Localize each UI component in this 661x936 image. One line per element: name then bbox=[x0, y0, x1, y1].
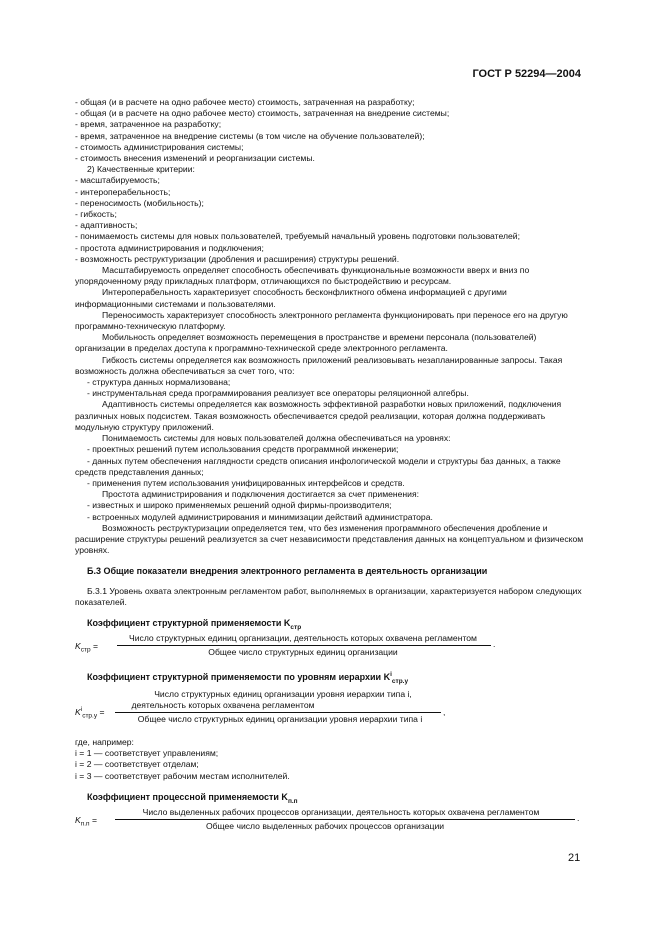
formula-structural: $K_{стр}$ = Число структурных единиц организации, деятельность которых охвачена регламентом Общее число структурных единиц организации . bbox=[75, 632, 496, 657]
paragraph: Мобильность определяет возможность перемещения в пространстве и времени персонала (пользователей) организации в пределах доступа к программно-технической среде электронного регламента. bbox=[75, 332, 537, 354]
list-item: - известных и широко применяемых решений одной фирмы-производителя; bbox=[87, 500, 392, 511]
fraction-line bbox=[117, 645, 491, 646]
where-text: i = 1 — соответствует управлениям; bbox=[75, 748, 219, 759]
formula-lhs: $K_{стр}$ = bbox=[75, 640, 98, 654]
formula-denominator: Общее число структурных единиц организации уровня иерархии типа i bbox=[137, 713, 423, 724]
list-item: - проектных решений путем использования средств программной инженерии; bbox=[87, 444, 399, 455]
list-item: - общая (и в расчете на одно рабочее место) стоимость, затраченная на разработку; bbox=[75, 97, 415, 107]
page-number: 21 bbox=[568, 852, 581, 864]
formula-denominator: Общее число структурных единиц организации bbox=[208, 646, 398, 657]
list-item: - масштабируемость; bbox=[75, 175, 160, 186]
list-item: - стоимость внесения изменений и реорганизации системы. bbox=[75, 153, 315, 164]
paragraph: Б.3.1 Уровень охвата электронным регламентом работ, выполняемых в организации, характеризуется набором следующих показателей. bbox=[75, 585, 582, 607]
list-item: - простота администрирования и подключения; bbox=[75, 242, 264, 253]
list-item: - стоимость администрирования системы; bbox=[75, 141, 244, 152]
fraction-line bbox=[115, 819, 575, 820]
paragraph: Понимаемость системы для новых пользователей должна обеспечиваться на уровнях: bbox=[102, 433, 451, 444]
list-item: - возможность реструктуризации (дробления и расширения) структуры решений. bbox=[75, 253, 400, 264]
formula-hierarchy: $K^i_{стр.у}$ = Число структурных единиц организации уровня иерархии типа i, деятельность которых охвачена регламентом Общее число структурных единиц организации уровня иерархии типа i , bbox=[75, 688, 446, 724]
list-item: - интероперабельность; bbox=[75, 186, 171, 197]
list-item: - применения путем использования унифицированных интерфейсов и средств. bbox=[87, 477, 405, 488]
formula-lhs: $K^i_{стр.у}$ = bbox=[75, 705, 105, 720]
list-item: - инструментальная среда программирования реализует все операторы реляционной алгебры. bbox=[87, 388, 469, 399]
document-header: ГОСТ Р 52294—2004 bbox=[472, 68, 581, 80]
formula-lhs: $K_{п.п}$ = bbox=[75, 814, 98, 828]
formula-numerator: деятельность которых охвачена регламентом bbox=[131, 699, 315, 710]
formula-numerator: Число структурных единиц организации, деятельность которых охвачена регламентом bbox=[129, 632, 477, 643]
paragraph: Переносимость характеризует способность электронного регламента функционировать при переносе его на другую программно-техническую платформу. bbox=[75, 309, 568, 332]
paragraph: Адаптивность системы определяется как возможность эффективной разработки новых приложений, подключения различных новых подсистем. Такая возможность обеспечивается средой реализации, которая должна поддерживать модульную структуру приложений. bbox=[75, 399, 562, 432]
paragraph: Масштабируемость определяет способность обеспечивать функциональные возможности вверх и вниз по упорядоченному ряду прикладных платформ, отличающихся по быстродействию и ресурсам. bbox=[75, 265, 530, 287]
formula-title: Коэффициент процессной применяемости $K_{п.п}$ bbox=[87, 791, 298, 805]
document-body bbox=[75, 97, 585, 835]
fraction-line bbox=[115, 712, 441, 713]
paragraph: Простота администрирования и подключения достигается за счет применения: bbox=[102, 489, 420, 500]
list-item: - понимаемость системы для новых пользователей, требуемый начальный уровень подготовки пользователей; bbox=[75, 231, 520, 242]
where-text: i = 2 — соответствует отделам; bbox=[75, 759, 199, 770]
paragraph: Гибкость системы определяется как возможность приложений реализовывать незапланированные запросы. Такая возможность должна обеспечиваться за счет того, что: bbox=[75, 354, 563, 376]
list-item: - данных путем обеспечения наглядности средств описания инфологической модели и структуры баз данных, а также средств представления данных; bbox=[75, 455, 561, 477]
list-item: - переносимость (мобильность); bbox=[75, 197, 204, 208]
list-heading: 2) Качественные критерии: bbox=[87, 164, 195, 175]
where-text: где, например: bbox=[75, 736, 134, 747]
list-item: - общая (и в расчете на одно рабочее место) стоимость, затраченная на внедрение системы; bbox=[75, 108, 450, 119]
section-heading: Б.3 Общие показатели внедрения электронного регламента в деятельность организации bbox=[87, 566, 488, 577]
paragraph: Интероперабельность характеризует способность бесконфликтного обмена информацией с другими информационными системами и пользователями. bbox=[75, 287, 507, 309]
formula-title: Коэффициент структурной применяемости по уровням иерархии $K^i_{стр.у}$ bbox=[87, 670, 409, 685]
formula-numerator: Число выделенных рабочих процессов организации, деятельность которых охвачена регламентом bbox=[142, 806, 540, 817]
list-item: - время, затраченное на внедрение системы (в том числе на обучение пользователей); bbox=[75, 130, 425, 141]
list-item: - встроенных модулей администрирования и минимизации действий администратора. bbox=[87, 511, 433, 522]
formula-process: $K_{п.п}$ = Число выделенных рабочих процессов организации, деятельность которых охвачена регламентом Общее число выделенных рабочих процессов организации . bbox=[75, 806, 580, 831]
list-item: - структура данных нормализована; bbox=[87, 377, 231, 388]
where-text: i = 3 — соответствует рабочим местам исполнителей. bbox=[75, 770, 290, 781]
list-item: - время, затраченное на разработку; bbox=[75, 119, 222, 130]
list-item: - адаптивность; bbox=[75, 220, 138, 231]
formula-title: Коэффициент структурной применяемости $K_{стр}$ bbox=[87, 617, 302, 631]
formula-denominator: Общее число выделенных рабочих процессов организации bbox=[205, 820, 445, 831]
formula-numerator: Число структурных единиц организации уровня иерархии типа i, bbox=[154, 688, 412, 699]
list-item: - гибкость; bbox=[75, 209, 117, 220]
paragraph: Возможность реструктуризации определяется тем, что без изменения программного обеспечения дробление и расширение структуры решений реализуется за счет независимости представления данных на концептуальном и физическом уровнях. bbox=[75, 522, 584, 556]
